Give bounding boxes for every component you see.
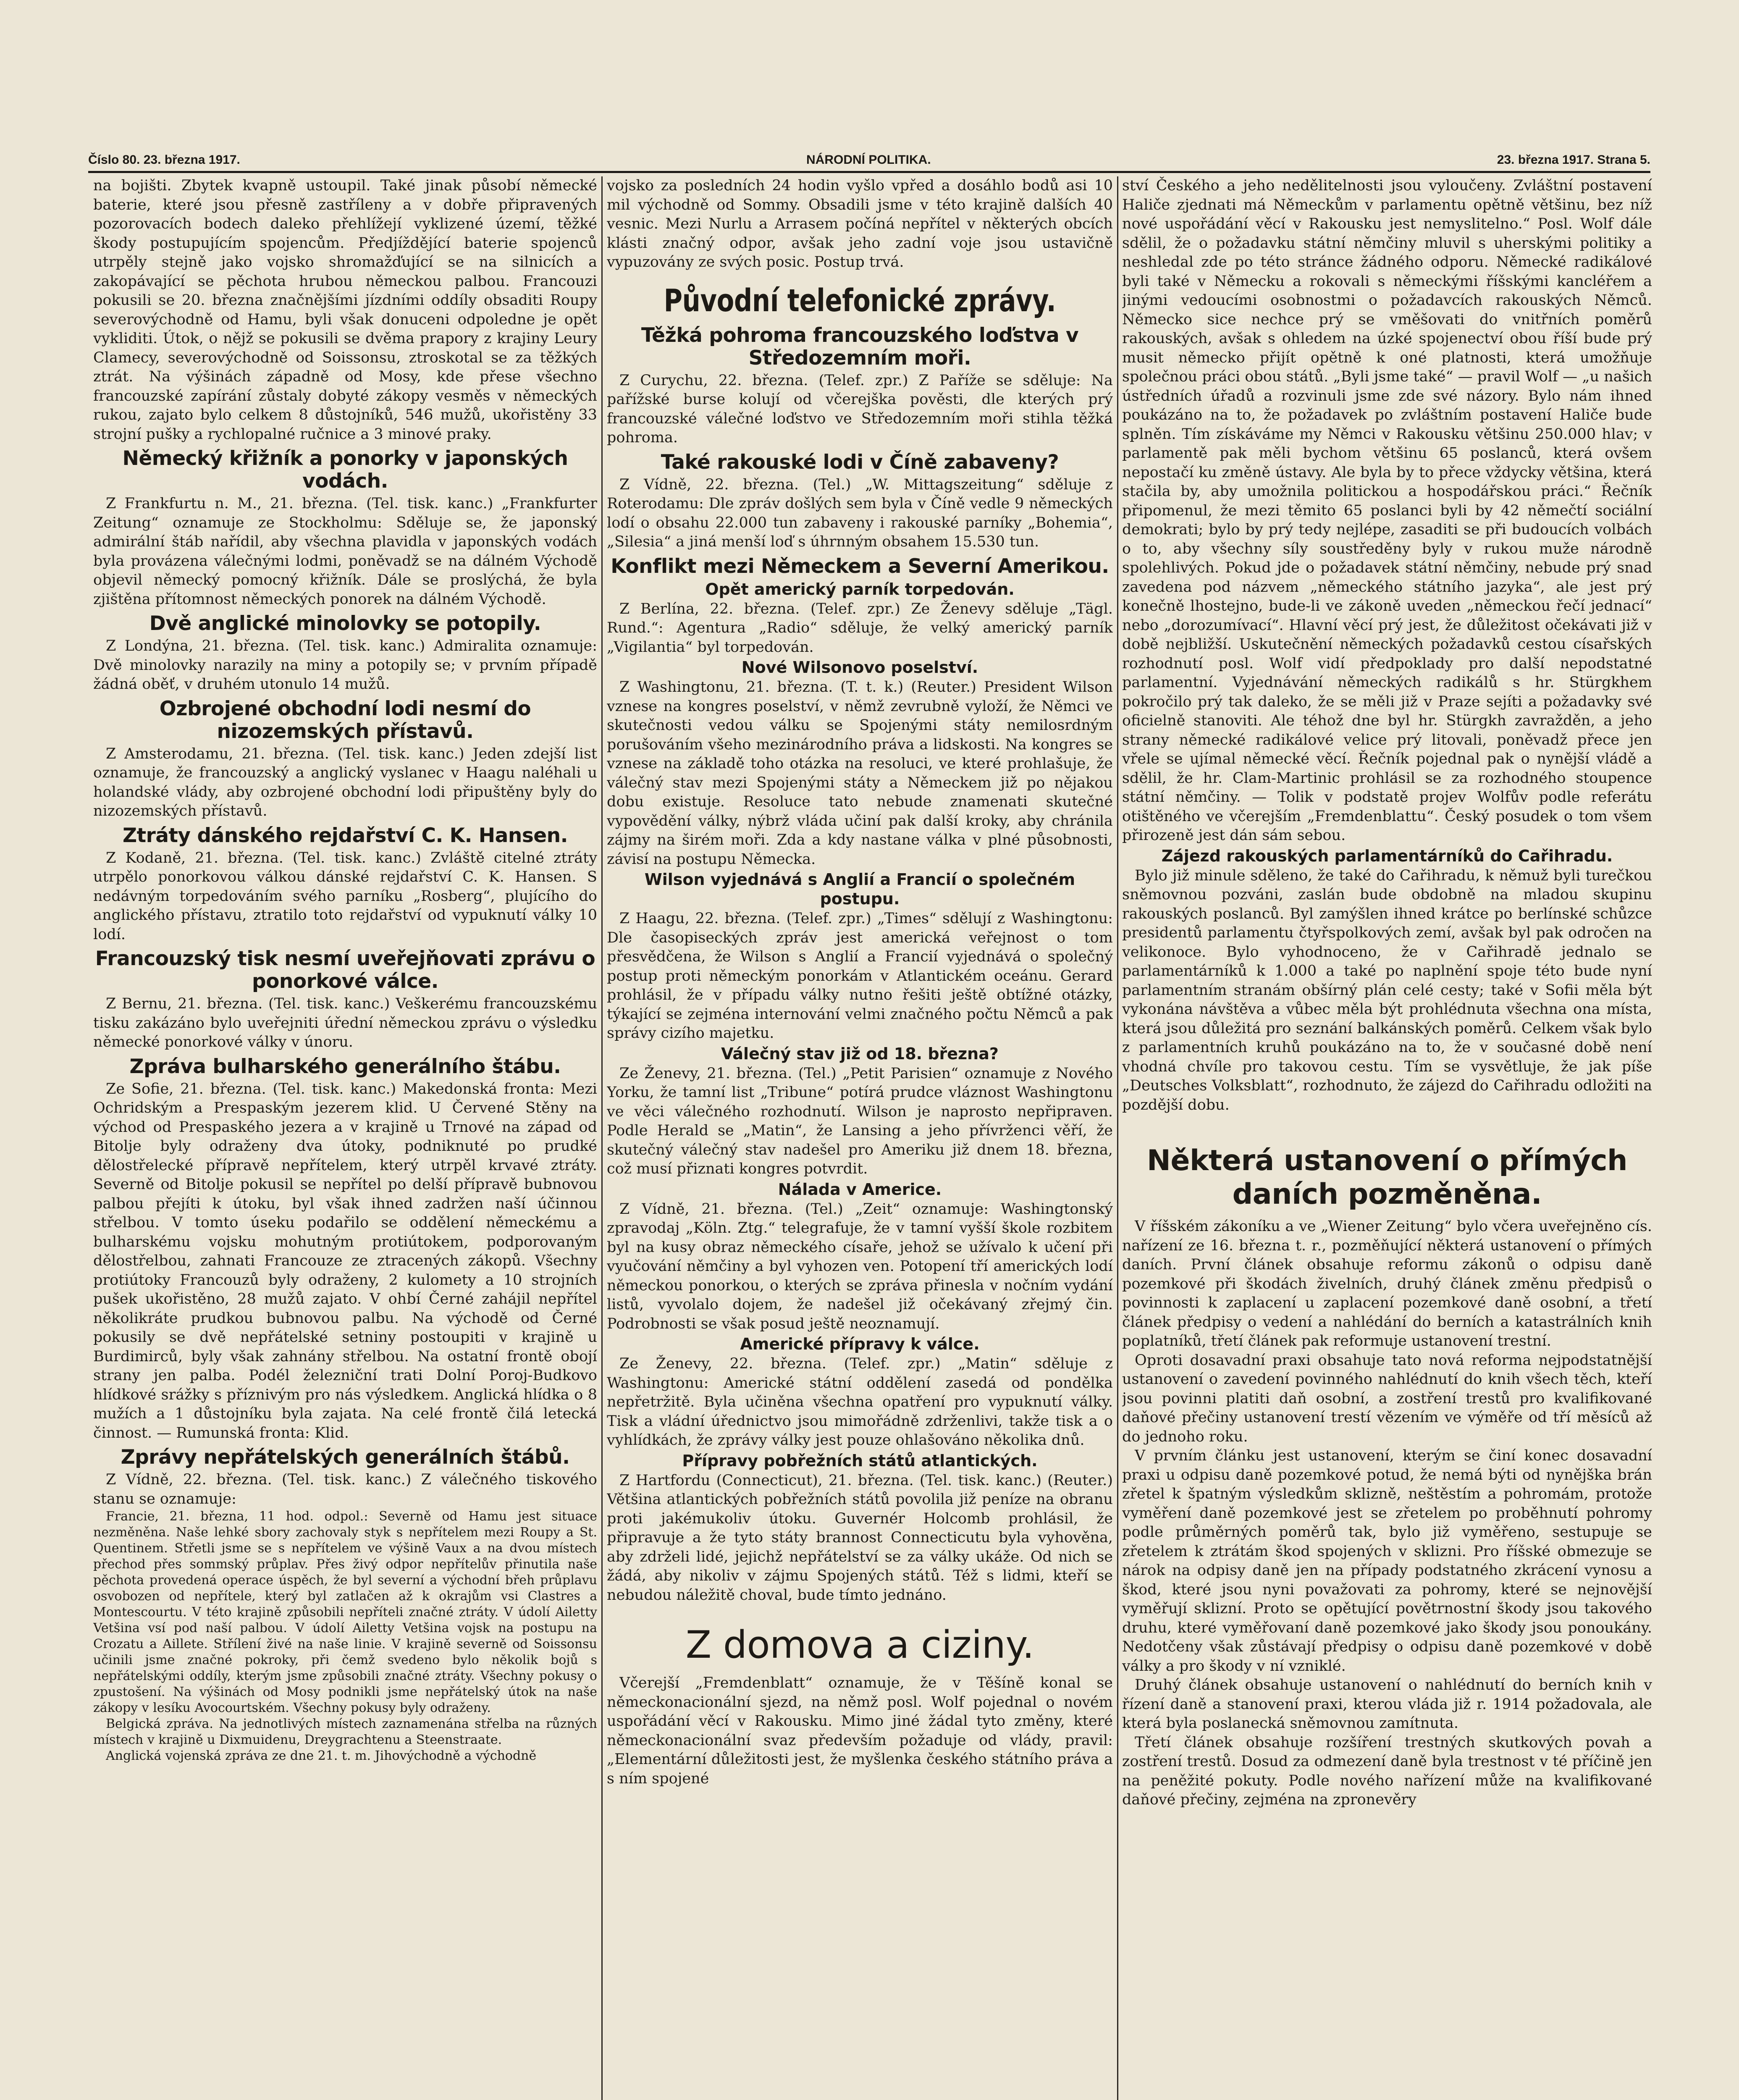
column-3 [1122,176,1652,2100]
page-info: 23. března 1917. Strana 5. [1497,153,1650,167]
article-text: Z Hartfordu (Connecticut), 21. března. (Tel. tisk. kanc.) (Reuter.) Většina atlantických pobřežních států povolila již peníze na obranu proti jakémukoliv útoku. Guvernér Holcomb prohlásil, že připravuje a že tyto státy brannost Connecticutu byla vyhověna, aby zdrželi lidé, jejichž nepřátelství se za války ukáže. Od nich se žádá, aby nikoliv v zájmu Spojených států. Též s lidmi, kteří se nebudou náležitě choval, bude tímto jednáno. [607,1472,1113,1604]
masthead [88,149,1650,173]
subheadline: Zájezd rakouských parlamentárníků do Cařihradu. [1161,846,1613,865]
article-text: vojsko za posledních 24 hodin vyšlo vpřed a dosáhlo bodů asi 10 mil východně od Sommy. Obsadili jsme v této krajině dalších 40 vesnic. Mezi Nurlu a Arrasem počíná nepřítel v některých obcích klásti značný odpor, avšak jeho zadní voje jsou ustavičně vypuzovány ze svých posic. Postup trvá. [607,177,1113,270]
headline: Dvě anglické minolovky se potopily. [149,612,541,635]
column-rule [601,176,603,2100]
issue-info: Číslo 80. 23. března 1917. [88,153,240,167]
subheadline: Wilson vyjednává s Anglií a Francií o společném postupu. [644,870,1075,908]
newspaper-title: NÁRODNÍ POLITIKA. [806,153,931,167]
subheadline: Nálada v Americe. [778,1180,942,1199]
article-text: Z Vídně, 22. března. (Tel.) „W. Mittagszeitung“ sděluje z Roterodamu: Dle zpráv došlých sem byla v Číně vedle 9 německých lodí o obsahu 22.000 tun zabaveny i rakouské parníky „Bohemia“, „Silesia“ a jiná menší loď s úhrnným obsahem 15.530 tun. [607,476,1113,550]
article-text: Z Bernu, 21. března. (Tel. tisk. kanc.) Veškerému francouzskému tisku zakázáno bylo uveřejniti úřední německou zprávu o výsledku německé ponorkové války v únoru. [93,995,597,1050]
headline: Těžká pohroma francouzského loďstva v Středozemním moři. [641,323,1079,370]
headline: Konflikt mezi Německem a Severní Amerikou. [611,554,1109,578]
article-text: Třetí článek obsahuje rozšíření trestných skutkových povah a zostření trestů. Dosud za odmezení daně byla trestnost v té příčině jen na peněžité pokuty. Podle nového nařízení může na kvalifikované daňové přečiny, zejména na zpronevěry [1122,1734,1652,1808]
article-text: Z Berlína, 22. března. (Telef. zpr.) Ze Ženevy sděluje „Tägl. Rund.“: Agentura „Radio“ sděluje, že velký americký parník „Vigilantia“ byl torpedován. [607,600,1113,656]
subheadline: Americké přípravy k válce. [740,1335,980,1353]
headline: Německý křižník a ponorky v japonských vodách. [122,447,568,493]
headline: Francouzský tisk nesmí uveřejňovati zprávu o ponorkové válce. [95,947,595,993]
article-text: Z Curychu, 22. března. (Telef. zpr.) Z Paříže se sděluje: Na pařížské burse kolují od včerejška pověsti, dle kterých prý francouzské válečné loďstvo ve Středozemním moři stihla těžká pohroma. [607,372,1113,446]
article-text: Z Kodaně, 21. března. (Tel. tisk. kanc.) Zvláště citelné ztráty utrpělo ponorkovou válkou dánské rejdařství C. K. Hansen. S nedávným torpedováním svého parníku „Rosberg“, plujícího do anglického přístavu, ztratilo toto rejdařství od vypuknutí války 10 lodí. [93,849,597,943]
section-headline: Původní telefonické zprávy. [664,282,1056,319]
article-text: V prvním článku jest ustanovení, kterým se činí konec dosavadní praxi u odpisu daně pozemkové potud, že nemá býti od nynějška brán zřetel k špatným výsledkům sklizně, neštěstím a pohromám, protože vyměření daně pozemkové jest se zřetelem po proběhnutí pohromy podle průměrných poměrů tak, bylo již vyměřeno, sestupuje se zřetelem k ztrátám škod spojených v sklizni. Pro říšské obmezuje se nárok na odpisy daně jen na případy podstatného zkrácení vynosu a škod, které jsou nyni považovati za pohromy, které se nejnovější vyměřují sklizní. Proto se opětující povětrnostní škody jsou takového druhu, které vyměřovaní daně pozemkové jako škody jsou ponoukány. Nedotčeny však zůstávají předpisy o odpisu daně pozemkové v době války a pro škody v ní vzniklé. [1122,1447,1652,1675]
subheadline: Válečný stav již od 18. března? [721,1044,999,1063]
headline: Ozbrojené obchodní lodi nesmí do nizozemských přístavů. [159,697,531,743]
article-text: Oproti dosavadní praxi obsahuje tato nová reforma nejpodstatnější ustanovení o zavedení povinného nahlédnutí do knih všech těch, kteří jsou povinni platiti daň osobní, a zostření trestů pro kvalifikované daňové přečiny ustanovení trestí vězením ve výměře od tří měsíců až do jednoho roku. [1122,1352,1652,1445]
article-text: Z Washingtonu, 21. března. (T. t. k.) (Reuter.) President Wilson vznese na kongres poselství, v němž zevrubně vyloží, že Němci ve skutečnosti vedou válku se Spojenými státy nemilosrdným porušováním všeho mezinárodního práva a lidskosti. Na kongres se vznese na základě toho otázka na resoluci, ve které prohlašuje, že válečný stav mezi Spojenými státy a Německem již po nějakou dobu existuje. Resoluce tato nebude znamenati skutečné vypovědění války, nýbrž vláda učiní pak další kroky, aby chránila zájmy na širém moři. Zda a kdy nastane válka v plné působnosti, závisí na postupu Německa. [607,679,1113,868]
article-text: Anglická vojenská zpráva ze dne 21. t. m. Jihovýchodně a východně [106,1748,537,1763]
column-rule [1117,176,1118,2100]
headline: Také rakouské lodi v Číně zabaveny? [661,450,1059,474]
column-1 [93,176,597,2100]
article-text: Francie, 21. března, 11 hod. odpol.: Severně od Hamu jest situace nezměněna. Naše lehké sbory zachovaly styk s nepřítelem mezi Roupy a St. Quentinem. Střetli jsme se s nepřítelem ve výšině Vaux a na dvou místech přechod přes sommský průplav. Přes živý odpor nepřítelův přinutila naše pěchota provedená operace úspěch, že byl severní a východní břeh průplavu osvobozen od nepřítele, který byl zatlačen až k okrajům vsi Clastres a Montescourtu. V této krajině způsobili nepříteli značné ztráty. V údolí Ailetty Vetšina vsí pod naší palbou. V údolí Ailetty Vetšina vojsk na postupu na Crozatu a Aillete. Střílení živé na naše linie. V krajině severně od Soissonsu učinili jsme značné pokroky, při čemž svedeno bylo několik bojů s nepřátelskými oddíly, kterým jsme způsobili značné ztráty. Všechny pokusy o zpustošení. Na výšinách od Mosy podnikli jsme nepřátelský útok na naše zákopy v lesíku Avocourtském. Všechny pokusy byly odraženy. [93,1509,597,1715]
article-text: Z Frankfurtu n. M., 21. března. (Tel. tisk. kanc.) „Frankfurter Zeitung“ oznamuje ze Stockholmu: Sděluje se, že japonský admirální štáb nařídil, aby všechna plavidla v japonských vodách byla provázena válečnými lodmi, poněvadž se na dálném Východě objevil německý pomocný křižník. Dále se proslýchá, že byla zjištěna přítomnost německých ponorek na dálném Východě. [93,495,597,608]
headline: Zpráva bulharského generálního štábu. [129,1055,561,1078]
article-text: Z Vídně, 22. března. (Tel. tisk. kanc.) Z válečného tiskového stanu se oznamuje: [93,1471,597,1507]
article-text: Včerejší „Fremdenblatt“ oznamuje, že v Těšíně konal se německonacionální sjezd, na němž posl. Wolf pojednal o novém uspořádání věcí v Rakousku. Mimo jiné žádal tyto změny, které německonacionální svaz především požaduje od vlády, pravil: „Elementární důležitosti jest, že myšlenka českého státního práva a s ním spojené [607,1675,1113,1787]
article-text: Ze Sofie, 21. března. (Tel. tisk. kanc.) Makedonská fronta: Mezi Ochridským a Prespaským jezerem klid. U Červené Stěny na východ od Prespaského jezera a v krajině u Trnové na západ od Bitolje byly odraženy dva útoky, podniknuté po prudké dělostřelecké přípravě nepřítelem, který utrpěl krvavé ztráty. Severně od Bitolje pokusil se nepřítel po delší přípravě bubnovou palbou přejíti k útoku, byl však ihned zadržen naší účinnou střelbou. V tomto úseku podařilo se oddělení německému a bulharskému vojsku mohutným protiútokem, podporovaným dělostřelbou, zahnati Francouze ze ztracených zákopů. Všechny protiútoky Francouzů byly odraženy, 2 kulomety a 10 strojních pušek ukořistěno, 28 mužů zajato. V ohbí Černé zahájil nepřítel několikráte prudkou bubnovou palbu. Na východě od Černé pokusily se dvě nepřátelské setniny postoupiti v krajině u Burdimirců, byly však zahnány střelbou. Na ostatní frontě obojí strany jen palba. Podél železniční trati Dolní Poroj-Budkovo hlídkové srážky s příznivým pro nás výsledkem. Anglická hlídka o 8 mužích a 1 důstojníku byla zajata. Na celé frontě čilá letecká činnost. — Rumunská fronta: Klid. [93,1080,597,1441]
column-2 [607,176,1113,2100]
headline: Zprávy nepřátelských generálních štábů. [121,1446,570,1469]
article-text: Ze Ženevy, 22. března. (Telef. zpr.) „Matin“ sděluje z Washingtonu: Americké státní oddělení zasedá od pondělka nepřetržitě. Byla učiněna všechna opatření pro vypuknutí války. Tisk a vládní úřednictvo jsou mimořádně zdrženlivi, takže tisk a o vyhlídkách, že zprávy války jest pouze ohlašováno několika dnů. [607,1355,1113,1449]
subheadline: Přípravy pobřežních států atlantických. [682,1451,1038,1470]
article-text: ství Českého a jeho nedělitelnosti jsou vyloučeny. Zvláštní postavení Haliče zjednati má Německům v parlamentu opětně většinu, bez níž nové uspořádání věcí v Rakousku jest nemyslitelno.“ Posl. Wolf dále sdělil, že o požadavku státní němčiny mluvil s uherskými politiky a neshledal zde po této stránce žádného odporu. Německé radikálové byli také v Německu a rokovali s německými říšskými kancléřem a jinými vedoucími osobnostmi o požadavcích rakouských Němců. Německo sice nechce prý se vměšovati do vnitřních poměrů rakouských, avšak s ohledem na úzké spojenectví obou říší bude prý musit německo přijít opětně k oné platnosti, která umožňuje společnou práci obou států. „Byli jsme také“ — pravil Wolf — „u našich ústředních úřadů a rozvinuli jsme zde své názory. Bylo nám ihned poukázáno na to, že požadavek po zvláštním postavení Haliče bude splněn. Tím získáváme my Němci v Rakousku většinu 250.000 hlav; v parlamentě pak měli bychom většinu 65 poslanců, která ovšem nepostačí ku změně ústavy. Ale byla by to přece vždycky většina, která stačila by, aby umožnila politickou a hospodářskou práci.“ Řečník připomenul, že mezi těmito 65 poslanci byli by 42 němečtí sociální demokrati; bylo by prý tedy nejlépe, zasaditi se při budoucích volbách o to, aby všechny síly soustředěny byly v rukou muže národně spolehlivých. Pokud jde o požadavek státní němčiny, nebude prý snad zavedena pod názvem „německého státního jazyka“, ale jest prý konečně lhostejno, bude-li ve zákoně uveden „německou řečí jednací“ nebo „dorozumívací“. Hlavní věcí prý jest, že důležitost očekávati již v době nejbližší. Uskutečnění německých požadavků cestou císařských rozhodnutí posl. Wolf vidí předpoklady pro další nepodstatné parlamentní. Vyjednávání německých radikálů s hr. Stürgkhem pokročilo prý tak daleko, že se měli již v Praze sejíti a požadavky své oficielně stanoviti. Ale téhož dne byl hr. Stürgkh zavražděn, a jeho strany německé radikálové velice prý litovali, poněvadž přece jen vřele se ujímal německé věcí. Řečník pojednal pak o nynější vládě a sdělil, že hr. Clam-Martinic prohlásil se za rozhodného stoupence státní němčiny. — Tolik v podstatě projev Wolfův podle referátu otištěného ve včerejším „Fremdenblattu“. Český posudek o tom všem přirozeně jest dán sám sebou. [1122,177,1652,844]
section-headline: Některá ustanovení o přímých daních pozměněna. [1146,1144,1628,1211]
article-text: Bylo již minule sděleno, že také do Cařihradu, k němuž byli turečkou sněmovnou pozváni, zaslán bude obdobně na mladou skupinu rakouských poslanců. Byl zamýšlen ihned krátce po berlínské schůzce presidentů parlamentu čtyřspolkových zemí, avšak byl pak odročen na velikonoce. Bylo vyhodnoceno, že v Cařihradě jednalo se parlamentárníků k 1.000 a také po naplnění spoje této bude nyní parlamentním stranám obšírný plán celé cesty; také v Sofii měla být vykonána návštěva a vůbec měla být prohlédnuta všechna ona místa, která jsou důležitá pro seznání balkánských poměrů. Celkem však bylo z parlamentních kruhů poukázáno na to, že v současné době není vhodná chvíle pro takovou cestu. Tím se vysvětluje, že jak píše „Deutsches Volksblatt“, rozhodnuto, že zájezd do Cařihradu odložiti na pozdější dobu. [1122,867,1652,1113]
article-text: Belgická zpráva. Na jednotlivých místech zaznamenána střelba na různých místech v krajině u Dixmuidenu, Dreygrachtenu a Steenstraate. [93,1717,597,1747]
article-text: na bojišti. Zbytek kvapně ustoupil. Také jinak působí německé baterie, které jsou přesně zastříleny a v dobře připravených pozorovacích bodech daleko přehlížejí vyklizené území, těžké škody postupujícím spojencům. Předjíždějící baterie spojenců utrpěly stejně jako vojsko shromažďující se na silnicích a zakopávající se pěchota hrubou německou palbou. Francouzi pokusili se 20. března značnějšími jízdními oddíly obsaditi Roupy severovýchodně od Hamu, byli však donuceni odpoledne je opět vykliditi. Útok, o nějž se pokusili se dvěma prapory z krajiny Leury Clamecy, severovýchodně od Soissonsu, ztroskotal se za těžkých ztrát. Na výšinách západně od Mosy, kde přese všechno francouzské zapírání zůstaly dobyté zákopy vesměs v německých rukou, zajato bylo celkem 8 důstojníků, 546 mužů, ukořistěny 33 strojní pušky a rychlopalné ručnice a 3 minové praky. [93,177,597,443]
article-text: Z Vídně, 21. března. (Tel.) „Zeit“ oznamuje: Washingtonský zpravodaj „Köln. Ztg.“ telegrafuje, že v tamní vyšší škole rozbitem byl na kusy obraz německého císaře, jehož se užívalo k učení při vyučování němčiny a byl vyhozen ven. Potopení tří amerických lodí německou ponorkou, o kterých se zpráva přinesla v nočním vydání listů, vyvolalo dojem, že nadešel již očekávaný zřejmý čin. Podrobnosti se však posud ještě neoznamují. [607,1200,1113,1332]
article-text: Z Amsterodamu, 21. března. (Tel. tisk. kanc.) Jeden zdejší list oznamuje, že francouzský a anglický vyslanec v Haagu naléhali u holandské vlády, aby ozbrojené obchodní lodi připuštěny byly do nizozemských přístavů. [93,745,597,819]
article-text: V říšském zákoníku a ve „Wiener Zeitung“ bylo včera uveřejněno cís. nařízení ze 16. března t. r., pozměňující některá ustanovení o přímých daních. První článek obsahuje reformu zákonů o odpisu daně pozemkové při škodách živelních, druhý článek změnu předpisů o povinnosti k zaplacení u zaplacení pozemkové daně osobní, a třetí článek předpisy o vedení a nahlédání do berních a katastrálních knih poplatníků, třetí článek pak reformuje ustanovení trestní. [1122,1218,1652,1349]
article-text: Druhý článek obsahuje ustanovení o nahlédnutí do berních knih v řízení daně a stanovení praxi, kterou vláda již r. 1914 požadovala, ale která byla poslanecká sněmovnou zamítnuta. [1122,1677,1652,1732]
subheadline: Nové Wilsonovo poselství. [741,658,978,677]
section-headline: Z domova a ciziny. [685,1623,1034,1667]
article-text: Z Londýna, 21. března. (Tel. tisk. kanc.) Admiralita oznamuje: Dvě minolovky narazily na miny a potopily se; v prvním případě žádná oběť, v druhém utonulo 14 mužů. [93,638,597,693]
article-text: Z Haagu, 22. března. (Telef. zpr.) „Times“ sdělují z Washingtonu: Dle časopiseckých zpráv jest americká veřejnost o tom přesvědčena, že Wilson s Anglií a Francií vyjednává o společný postup proti německým ponorkám v Atlantickém oceánu. Gerard prohlásil, že v případu války nutno řešiti ještě obtížné otázky, týkající se zejména internování velmi značného počtu Němců a pak správy cizího majetku. [607,910,1113,1042]
headline: Ztráty dánského rejdařství C. K. Hansen. [123,824,568,847]
subheadline: Opět americký parník torpedován. [705,580,1015,598]
article-text: Ze Ženevy, 21. března. (Tel.) „Petit Parisien“ oznamuje z Nového Yorku, že tamní list „Tribune“ potírá prudce vláznost Washingtonu ve věci válečného rozhodnutí. Wilson je naprosto nepřipraven. Podle Herald se „Matin“, že Lansing a jeho přívrženci věří, že skutečný válečný stav nadešel pro Ameriku již dnem 18. března, což musí přiznati kongres potvrdit. [607,1065,1113,1177]
